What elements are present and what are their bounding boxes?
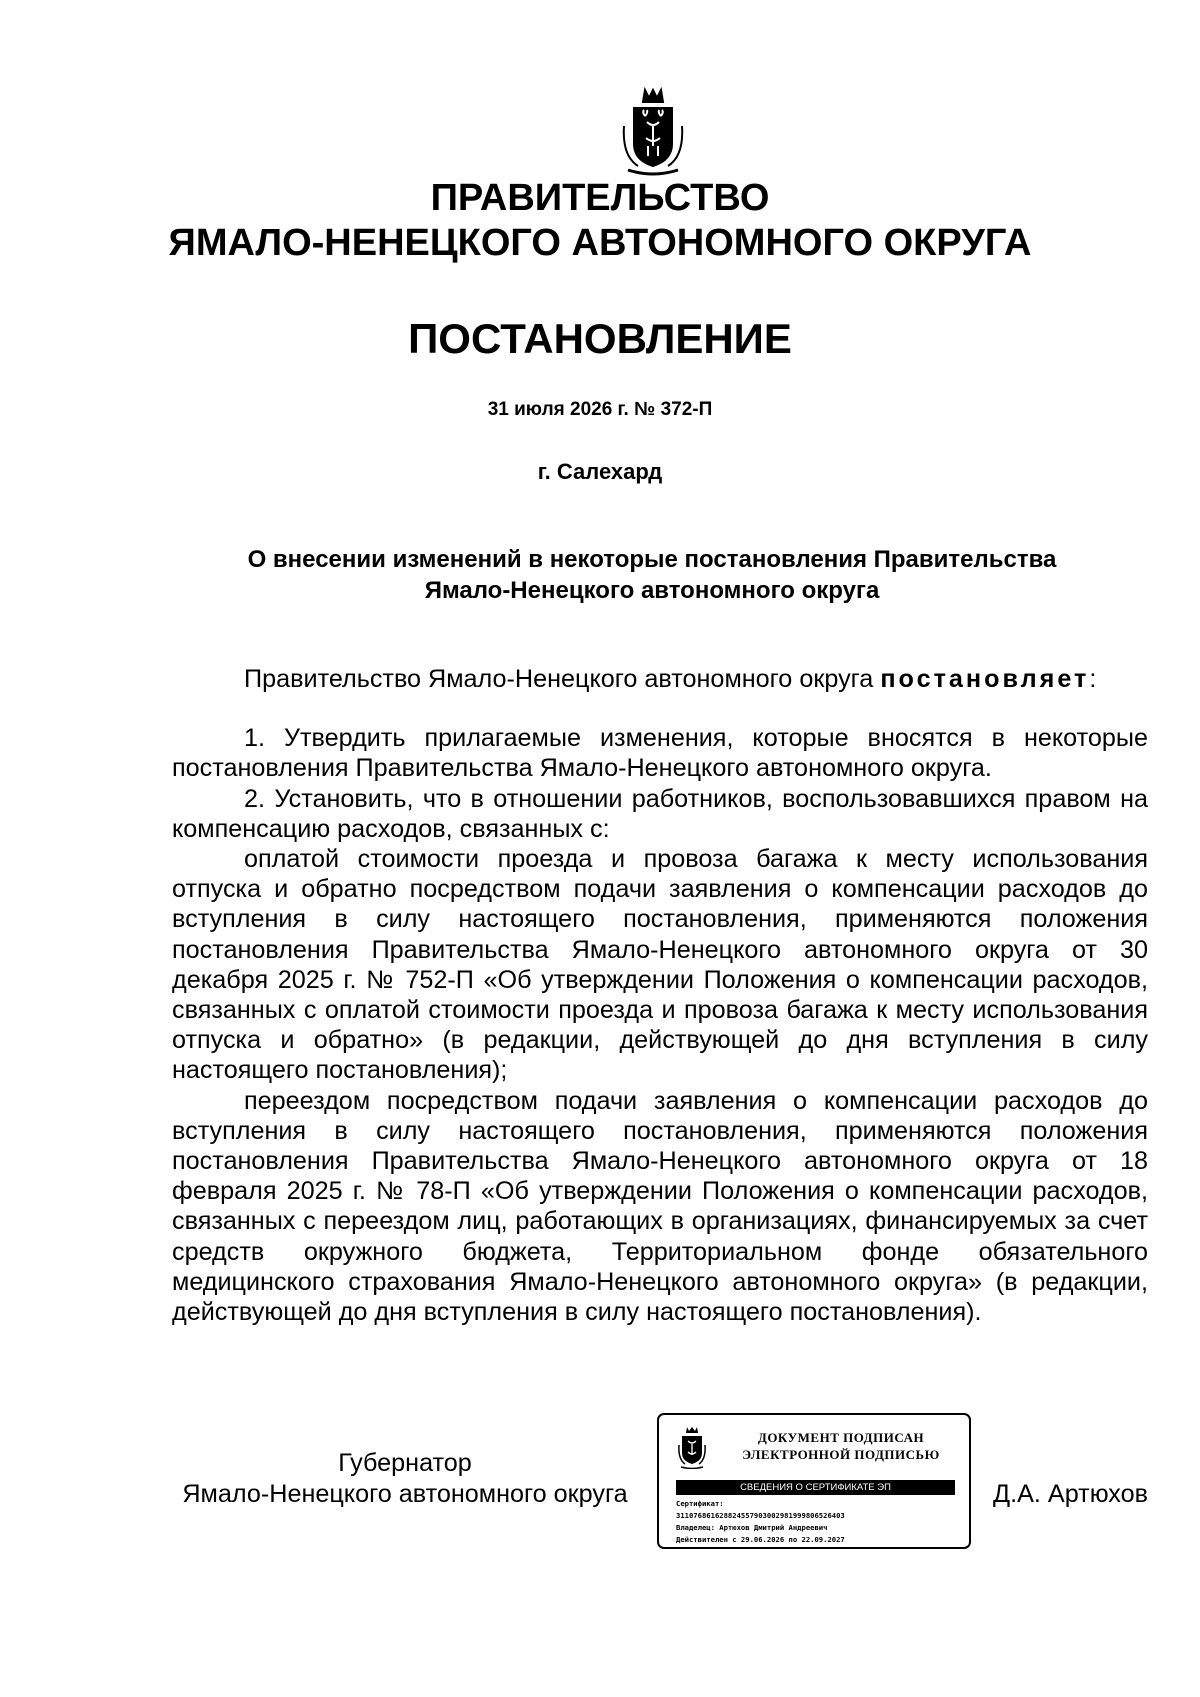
signatory-position-line1: Губернатор bbox=[338, 1449, 472, 1477]
stamp-title-line1: ДОКУМЕНТ ПОДПИСАН bbox=[757, 1430, 925, 1445]
paragraph-2: 2. Установить, что в отношении работников, воспользовавшихся правом на компенсацию расходов, связанных с: bbox=[172, 784, 1148, 843]
document-subject bbox=[196, 544, 1108, 606]
government-title bbox=[0, 176, 1200, 266]
subject-line2: Ямало-Ненецкого автономного округа bbox=[424, 577, 880, 604]
stamp-cert-number: 311076861628824557903002981999806526403 bbox=[676, 1511, 845, 1520]
stamp-title bbox=[721, 1429, 961, 1463]
signatory-position-line2: Ямало-Ненецкого автономного округа bbox=[182, 1480, 628, 1508]
document-date-number: 31 июля 2026 г. № 372-П bbox=[487, 399, 713, 420]
stamp-certificate-details bbox=[676, 1498, 961, 1546]
paragraph-1: 1. Утвердить прилагаемые изменения, которые вносятся в некоторые постановления Правительства Ямало-Ненецкого автономного округа. bbox=[172, 724, 1148, 783]
document-city: г. Салехард bbox=[537, 459, 663, 484]
stamp-title-line2: ЭЛЕКТРОННОЙ ПОДПИСЬЮ bbox=[742, 1447, 940, 1462]
stamp-validity: Действителен с 29.06.2026 по 22.09.2027 bbox=[676, 1535, 845, 1544]
document-body bbox=[172, 664, 1148, 1327]
paragraph-4: переездом посредством подачи заявления о компенсации расходов до вступления в силу настоящего постановления, применяются положения постановления Правительства Ямало-Ненецкого автономного округа от 18 февраля 2025 г. № 78-П «Об утверждении Положения о компенсации расходов, связанных с переездом лиц, работающих в организациях, финансируемых за счет средств окружного бюджета, Территориальном фонде обязательного медицинского страхования Ямало-Ненецкого автономного округа» (в редакции, действующей до дня вступления в силу настоящего постановления). bbox=[172, 1086, 1148, 1327]
signatory-name: Д.А. Артюхов bbox=[993, 1480, 1148, 1508]
signatory-position bbox=[172, 1448, 638, 1510]
government-title-line2: ЯМАЛО-НЕНЕЦКОГО АВТОНОМНОГО ОКРУГА bbox=[168, 222, 1032, 264]
stamp-owner: Владелец: Артюхов Дмитрий Андреевич bbox=[676, 1523, 828, 1532]
document-type: ПОСТАНОВЛЕНИЕ bbox=[408, 315, 792, 362]
intro-text: Правительство Ямало-Ненецкого автономного округа bbox=[244, 665, 881, 693]
stamp-certificate-bar: СВЕДЕНИЯ О СЕРТИФИКАТЕ ЭП bbox=[676, 1480, 955, 1495]
subject-line1: О внесении изменений в некоторые постановления Правительства bbox=[247, 546, 1057, 573]
intro-paragraph bbox=[172, 664, 1148, 694]
intro-end: : bbox=[1089, 665, 1097, 693]
government-title-line1: ПРАВИТЕЛЬСТВО bbox=[430, 177, 770, 219]
paragraph-3: оплатой стоимости проезда и провоза багажа к месту использования отпуска и обратно посредством подачи заявления о компенсации расходов до вступления в силу настоящего постановления, применяются положения постановления Правительства Ямало-Ненецкого автономного округа от 30 декабря 2025 г. № 752-П «Об утверждении Положения о компенсации расходов, связанных с оплатой стоимости проезда и провоза багажа к месту использования отпуска и обратно» (в редакции, действующей до дня вступления в силу настоящего постановления); bbox=[172, 845, 1148, 1085]
electronic-signature-stamp bbox=[657, 1413, 971, 1549]
stamp-emblem-icon bbox=[675, 1425, 709, 1469]
stamp-cert-label: Сертификат: bbox=[676, 1499, 724, 1508]
coat-of-arms-emblem bbox=[618, 86, 688, 176]
intro-verb: постановляет bbox=[880, 665, 1090, 693]
